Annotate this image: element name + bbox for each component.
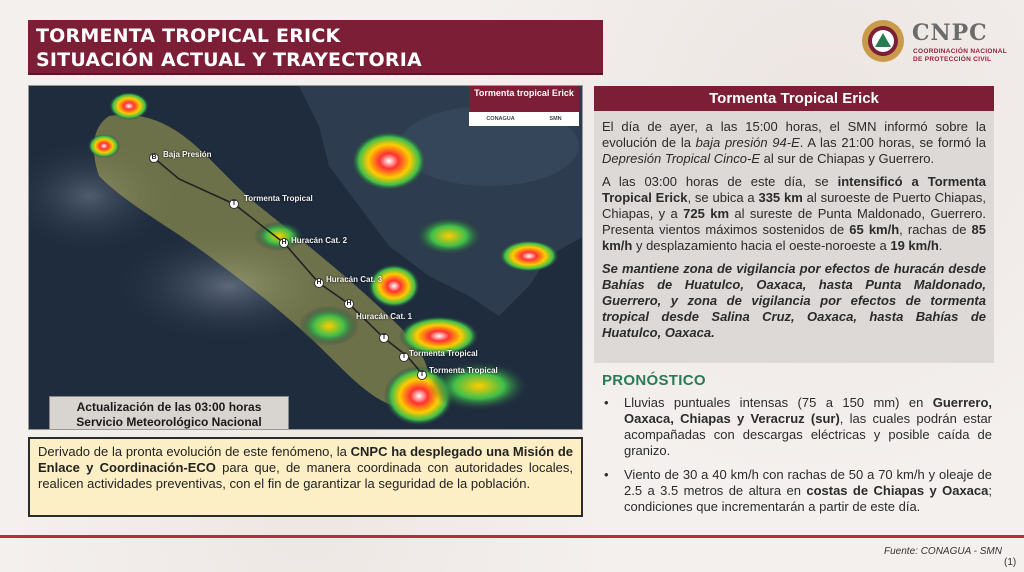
track-label-ts-1: Tormenta Tropical: [244, 194, 313, 203]
map-legend-title: Tormenta tropical Erick: [474, 88, 574, 98]
summary-p2-i: , rachas de: [899, 222, 972, 237]
forecast-item2-a: Viento de 30 a 40 km/h con rachas de 50 a 70 km/h y oleaje de 2.5 a 3.5 metros de altura en: [624, 467, 992, 498]
summary-p2-f: 725 km: [683, 206, 730, 221]
summary-p2-h: 65 km/h: [849, 222, 900, 237]
summary-p1-b: baja presión 94-E: [695, 135, 800, 150]
page-number: (1): [1004, 557, 1017, 568]
summary-p2-g: al sureste de Punta Maldonado, Guerrero. Presenta vientos máximos sostenidos de: [602, 206, 986, 237]
summary-p2-m: .: [938, 238, 943, 253]
cnpc-logo: [860, 18, 1010, 66]
slide-subtitle: SITUACIÓN ACTUAL Y TRAYECTORIA: [36, 49, 422, 71]
summary-header: Tormenta Tropical Erick: [594, 86, 994, 111]
track-label-h1: Huracán Cat. 1: [356, 312, 413, 321]
map-update-caption: [49, 396, 289, 430]
track-label-h2: Huracán Cat. 2: [291, 236, 348, 245]
cnpc-brand: CNPC: [912, 20, 988, 46]
forecast-item-wind: [602, 467, 992, 515]
summary-p2-j: 85 km/h: [602, 222, 986, 253]
summary-p2-b: intensificó a Tormenta Tropical Erick: [602, 174, 986, 205]
summary-p2-c: , se ubica a: [687, 190, 759, 205]
summary-p1-d: Depresión Tropical Cinco-E: [602, 151, 760, 166]
track-label-h3: Huracán Cat. 3: [326, 275, 383, 284]
cnpc-subtitle-line2: DE PROTECCIÓN CIVIL: [913, 56, 992, 63]
track-marker-ts-1: T: [229, 199, 239, 209]
bottom-rule: [0, 535, 1024, 538]
summary-p1-c: . A las 21:00 horas, se formó la: [799, 135, 986, 150]
slide-title-box: [28, 20, 603, 75]
map-legend: [469, 86, 579, 126]
notice-text-b: CNPC ha desplegado una Misión de Enlace y Coordinación-ECO: [38, 444, 574, 475]
forecast-item1-b: Guerrero, Oaxaca, Chiapas y Veracruz (sur): [624, 395, 992, 426]
forecast-item1-c: , las cuales podrán estar acompañadas con descargas eléctricas y posible caída de granizo.: [624, 411, 993, 458]
map-legend-logos: [469, 112, 579, 126]
smn-logo: SMN: [549, 116, 562, 122]
forecast-item1-a: Lluvias puntuales intensas (75 a 150 mm) en: [624, 395, 933, 410]
summary-paragraph-1: [602, 119, 986, 167]
summary-paragraph-2: [602, 174, 986, 254]
source-credit: Fuente: CONAGUA - SMN: [884, 546, 1002, 557]
conagua-logo: CONAGUA: [486, 116, 515, 122]
summary-p2-e: al suroeste de Puerto Chiapas, Chiapas, y a: [602, 190, 986, 221]
cnpc-subtitle-line1: COORDINACIÓN NACIONAL: [913, 48, 1008, 55]
track-marker-ts-3: T: [399, 352, 409, 362]
summary-p1-e: al sur de Chiapas y Guerrero.: [760, 151, 935, 166]
track-marker-h2: H: [279, 238, 289, 248]
summary-p2-l: 19 km/h: [890, 238, 939, 253]
summary-p2-k: y desplazamiento hacia el oeste-noroeste a: [632, 238, 891, 253]
summary-watch-alert: Se mantiene zona de vigilancia por efectos de huracán desde Bahías de Huatulco, Oaxaca, hasta Punta Maldonado, Guerrero, y zona de vigilancia por efectos de tormenta tropical desde Salina Cruz, Oaxaca, hasta Bahías de Huatulco, Oaxaca.: [602, 261, 986, 340]
track-label-ts-2: Tormenta Tropical: [409, 349, 478, 358]
map-update-line2: Servicio Meteorológico Nacional: [76, 415, 262, 429]
track-label-low: Baja Presión: [163, 150, 212, 159]
forecast-item2-b: costas de Chiapas y Oaxaca: [806, 483, 989, 498]
forecast-title: PRONÓSTICO: [602, 372, 706, 389]
track-label-ts-3: Tormenta Tropical: [429, 366, 498, 375]
cnpc-emblem-icon: [860, 18, 906, 64]
summary-p2-d: 335 km: [758, 190, 803, 205]
notice-text-c: para que, de manera coordinada con autoridades locales, realicen actividades preventivas, con el fin de garantizar la seguridad de la población.: [38, 460, 573, 491]
cnpc-subtitle: [913, 48, 1007, 64]
summary-p1-a: El día de ayer, a las 15:00 horas, el SMN informó sobre la evolución de la: [602, 119, 986, 150]
summary-p2-a: A las 03:00 horas de este día, se: [602, 174, 838, 189]
notice-box: [28, 437, 583, 517]
summary-box: [594, 111, 994, 363]
satellite-map: [28, 85, 583, 430]
map-update-line1: Actualización de las 03:00 horas: [76, 400, 262, 414]
track-marker-ts-4: T: [417, 370, 427, 380]
track-marker-h3: H: [314, 278, 324, 288]
satellite-imagery: [29, 86, 583, 430]
forecast-list: [602, 395, 992, 523]
track-marker-h1: H: [344, 299, 354, 309]
slide-title: TORMENTA TROPICAL ERICK: [36, 25, 341, 47]
notice-text-a: Derivado de la pronta evolución de este fenómeno, la: [38, 444, 351, 459]
track-marker-ts-2: T: [379, 333, 389, 343]
track-marker-low: B: [149, 153, 159, 163]
forecast-item-rain: [602, 395, 992, 459]
forecast-item2-c: ; condiciones que incrementarán a partir de este día.: [624, 483, 992, 514]
